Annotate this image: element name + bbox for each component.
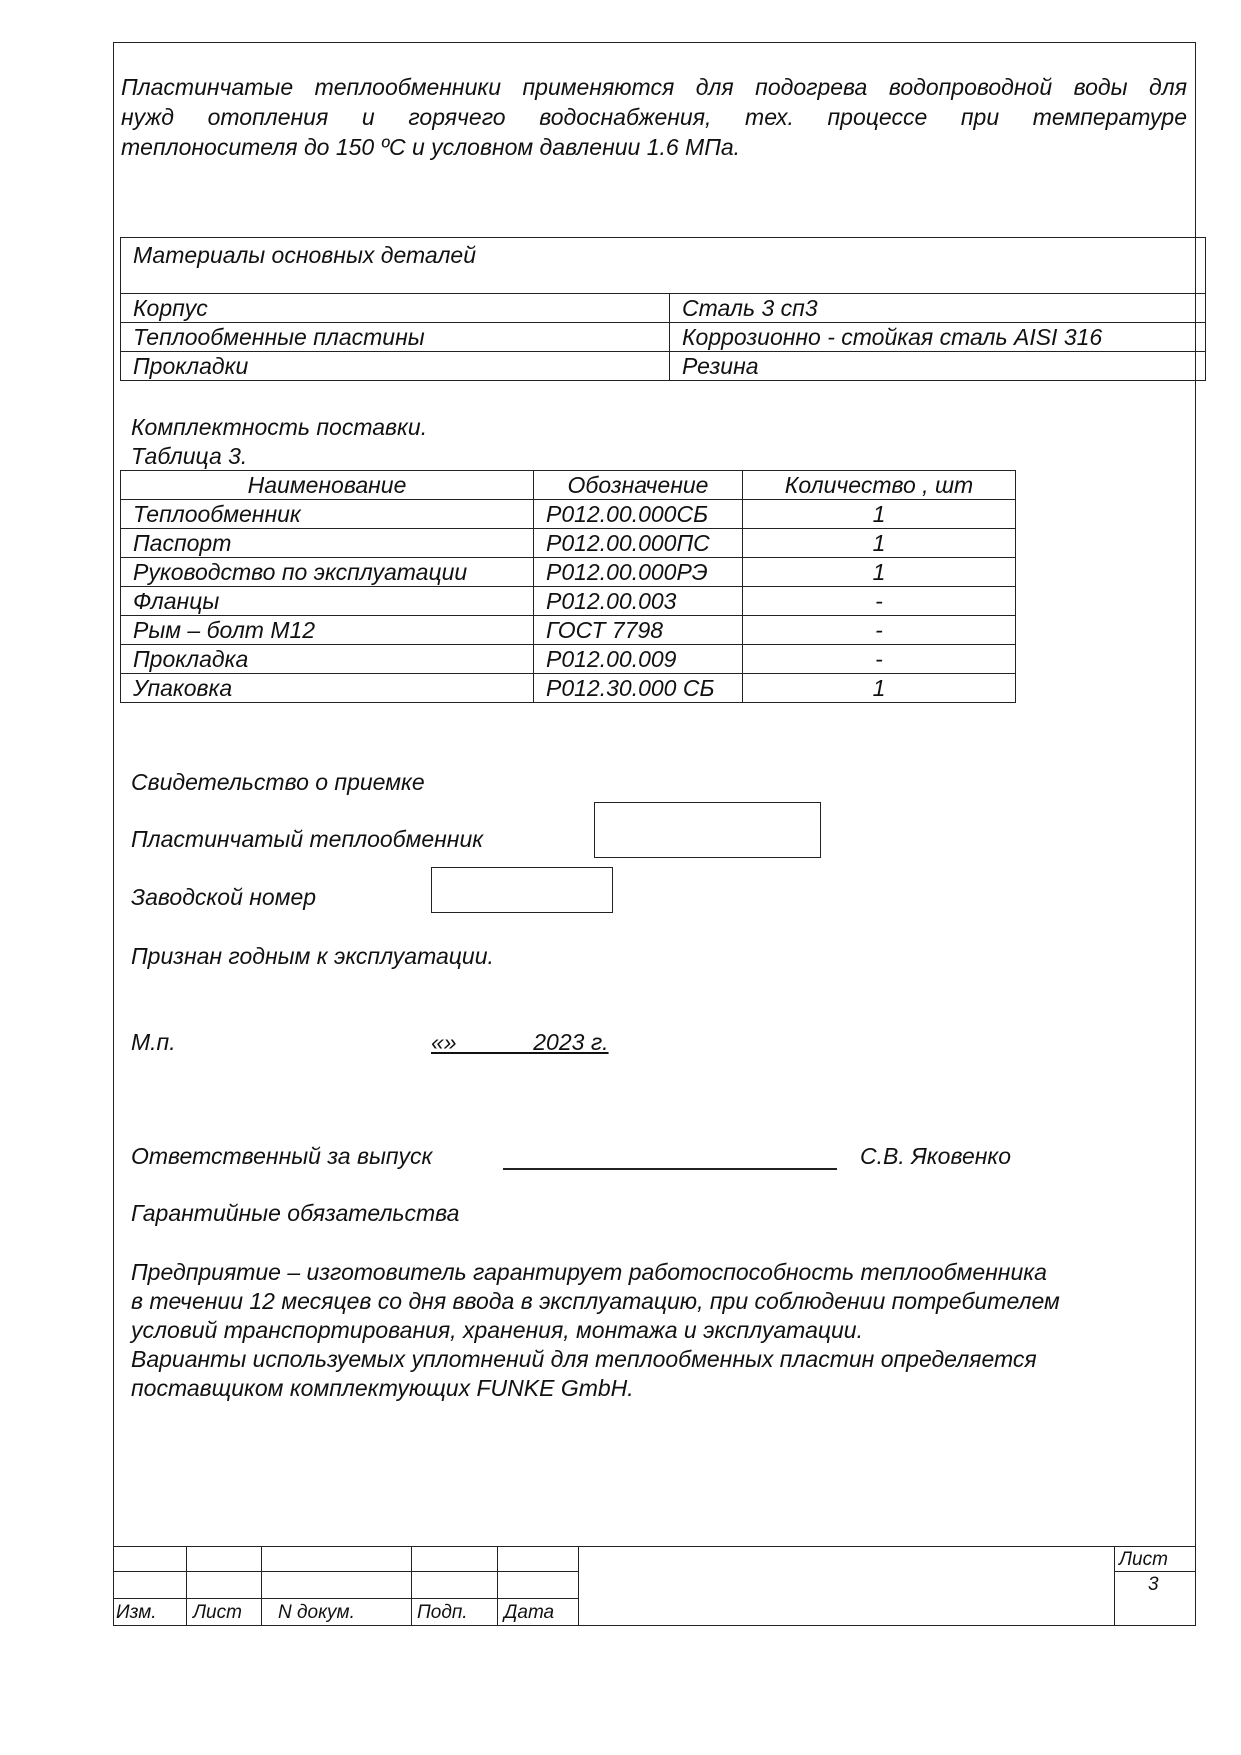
materials-table [120, 237, 1206, 381]
item-name: Паспорт [121, 529, 534, 558]
col-doc-no: N докум. [278, 1602, 355, 1623]
item-designation: Р012.30.000 СБ [534, 674, 743, 703]
material-part: Теплообменные пластины [121, 323, 670, 352]
material-value: Коррозионно - стойкая сталь AISI 316 [670, 323, 1206, 352]
item-quantity: - [743, 616, 1016, 645]
title-block-divider [578, 1546, 579, 1626]
column-header-quantity: Количество , шт [743, 471, 1016, 500]
title-block-line [1114, 1571, 1196, 1572]
table-row [121, 529, 1016, 558]
item-designation: Р012.00.003 [534, 587, 743, 616]
col-list: Лист [193, 1602, 242, 1623]
table-row [121, 616, 1016, 645]
warranty-title: Гарантийные обязательства [131, 1200, 460, 1226]
delivery-table [120, 470, 1016, 703]
serial-number-box [431, 867, 613, 913]
sheet-label: Лист [1119, 1549, 1168, 1570]
fit-text: Признан годным к эксплуатации. [131, 943, 494, 969]
acceptance-title: Свидетельство о приемке [131, 769, 425, 795]
item-name: Руководство по эксплуатации [121, 558, 534, 587]
materials-title-row [121, 238, 1206, 294]
warranty-line: Варианты используемых уплотнений для теплообменных пластин определяется [131, 1346, 1037, 1372]
title-block-divider [497, 1546, 498, 1626]
title-block-divider [411, 1546, 412, 1626]
item-designation: Р012.00.000РЭ [534, 558, 743, 587]
title-block-line [113, 1571, 579, 1572]
col-date: Дата [504, 1602, 555, 1623]
warranty-line: поставщиком комплектующих FUNKE GmbH. [131, 1375, 634, 1401]
exchanger-label: Пластинчатый теплообменник [131, 826, 484, 852]
material-part: Корпус [121, 294, 670, 323]
table-row [121, 352, 1206, 381]
table-caption: Таблица 3. [131, 443, 248, 469]
table-row [121, 645, 1016, 674]
materials-title: Материалы основных деталей [121, 238, 1206, 294]
exchanger-model-box [594, 802, 821, 858]
column-header-name: Наименование [121, 471, 534, 500]
title-block-top-line [113, 1546, 1196, 1547]
title-block-line [113, 1598, 579, 1599]
responsible-label: Ответственный за выпуск [131, 1143, 433, 1169]
item-designation: Р012.00.000СБ [534, 500, 743, 529]
item-name: Фланцы [121, 587, 534, 616]
col-sign: Подп. [417, 1602, 468, 1623]
warranty-text [131, 1258, 1060, 1403]
item-name: Рым – болт М12 [121, 616, 534, 645]
item-designation: Р012.00.000ПС [534, 529, 743, 558]
item-quantity: - [743, 645, 1016, 674]
col-izm: Изм. [116, 1602, 157, 1623]
material-value: Сталь 3 сп3 [670, 294, 1206, 323]
column-header-designation: Обозначение [534, 471, 743, 500]
warranty-line: Предприятие – изготовитель гарантирует работоспособность теплообменника [131, 1259, 1047, 1285]
item-name: Теплообменник [121, 500, 534, 529]
intro-line: нужд отопления и горячего водоснабжения, тех. процессе при температуре [121, 104, 1187, 130]
table-header-row [121, 471, 1016, 500]
table-row [121, 674, 1016, 703]
item-quantity: 1 [743, 558, 1016, 587]
table-row [121, 500, 1016, 529]
material-value: Резина [670, 352, 1206, 381]
item-designation: ГОСТ 7798 [534, 616, 743, 645]
warranty-line: в течении 12 месяцев со дня ввода в эксплуатацию, при соблюдении потребителем [131, 1288, 1060, 1314]
item-name: Прокладка [121, 645, 534, 674]
item-designation: Р012.00.009 [534, 645, 743, 674]
delivery-title: Комплектность поставки. [131, 414, 428, 440]
title-block-divider [186, 1546, 187, 1626]
title-block [113, 1546, 1196, 1626]
signature-line [503, 1168, 837, 1170]
intro-line: теплоносителя до 150 ºС и условном давлении 1.6 МПа. [121, 134, 741, 160]
item-quantity: 1 [743, 529, 1016, 558]
intro-paragraph [121, 72, 1187, 162]
material-part: Прокладки [121, 352, 670, 381]
item-quantity: 1 [743, 674, 1016, 703]
item-quantity: - [743, 587, 1016, 616]
responsible-name: С.В. Яковенко [860, 1143, 1012, 1169]
table-row [121, 294, 1206, 323]
title-block-divider [1114, 1546, 1115, 1626]
serial-label: Заводской номер [131, 884, 317, 910]
stamp-label: М.п. [131, 1029, 176, 1055]
intro-line: Пластинчатые теплообменники применяются для подогрева водопроводной воды для [121, 74, 1187, 100]
title-block-divider [261, 1546, 262, 1626]
table-row [121, 587, 1016, 616]
table-row [121, 558, 1016, 587]
item-name: Упаковка [121, 674, 534, 703]
item-quantity: 1 [743, 500, 1016, 529]
sheet-number: 3 [1148, 1574, 1159, 1595]
acceptance-date: «» 2023 г. [431, 1029, 609, 1055]
warranty-line: условий транспортирования, хранения, монтажа и эксплуатации. [131, 1317, 863, 1343]
table-row [121, 323, 1206, 352]
